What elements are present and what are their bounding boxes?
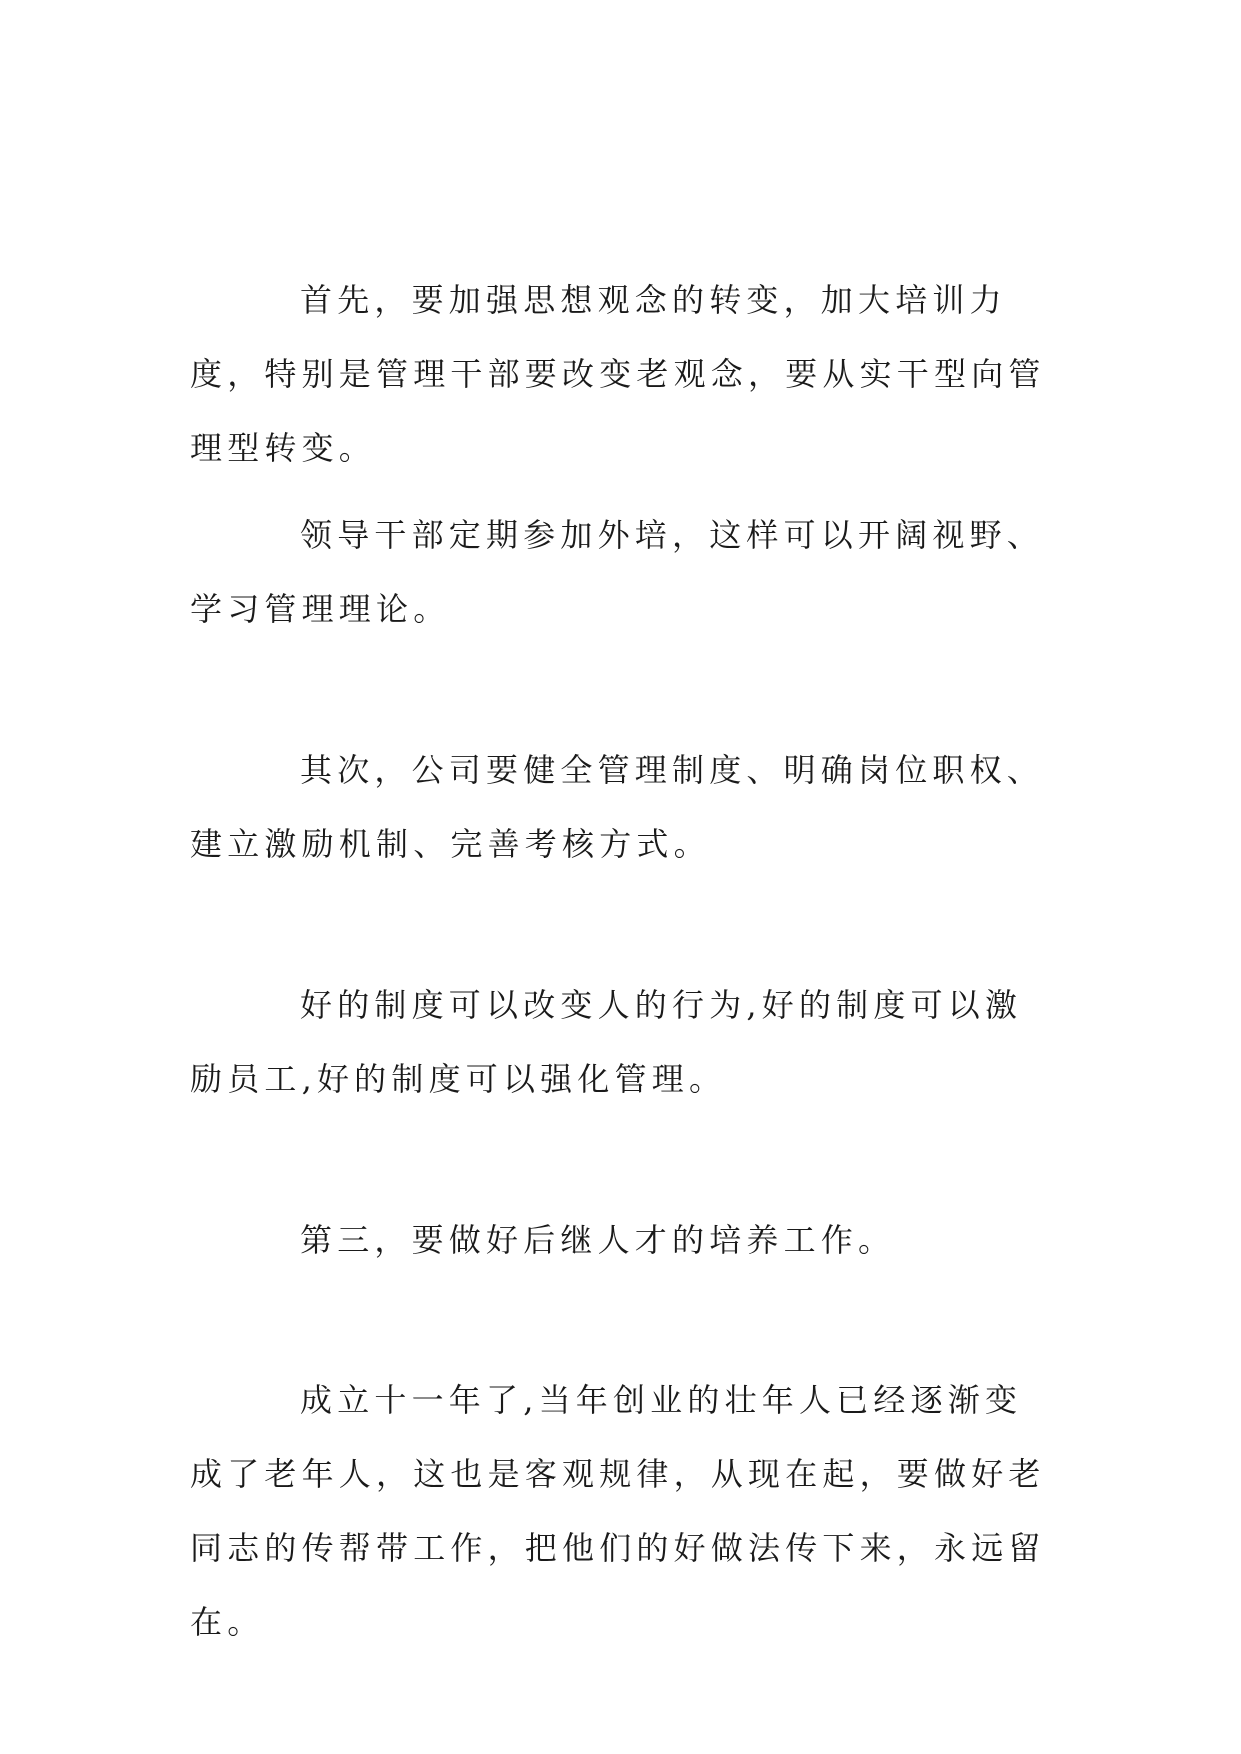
paragraph-good-system: 好的制度可以改变人的行为,好的制度可以激励员工,好的制度可以强化管理。 <box>190 986 1023 1098</box>
paragraph-external-training: 领导干部定期参加外培，这样可以开阔视野、学习管理理论。 <box>190 516 1045 628</box>
paragraph-successor-training: 第三，要做好后继人才的培养工作。 <box>300 1221 896 1259</box>
paragraph-management-system: 其次，公司要健全管理制度、明确岗位职权、建立激励机制、完善考核方式。 <box>190 751 1045 863</box>
paragraph-eleven-years: 成立十一年了,当年创业的壮年人已经逐渐变成了老年人，这也是客观规律，从现在起，要做好老同志的传帮带工作，把他们的好做法传下来，永远留在。 <box>190 1381 1046 1641</box>
paragraph-thought-transformation: 首先，要加强思想观念的转变，加大培训力度，特别是管理干部要改变老观念，要从实干型向管理型转变。 <box>190 281 1046 467</box>
